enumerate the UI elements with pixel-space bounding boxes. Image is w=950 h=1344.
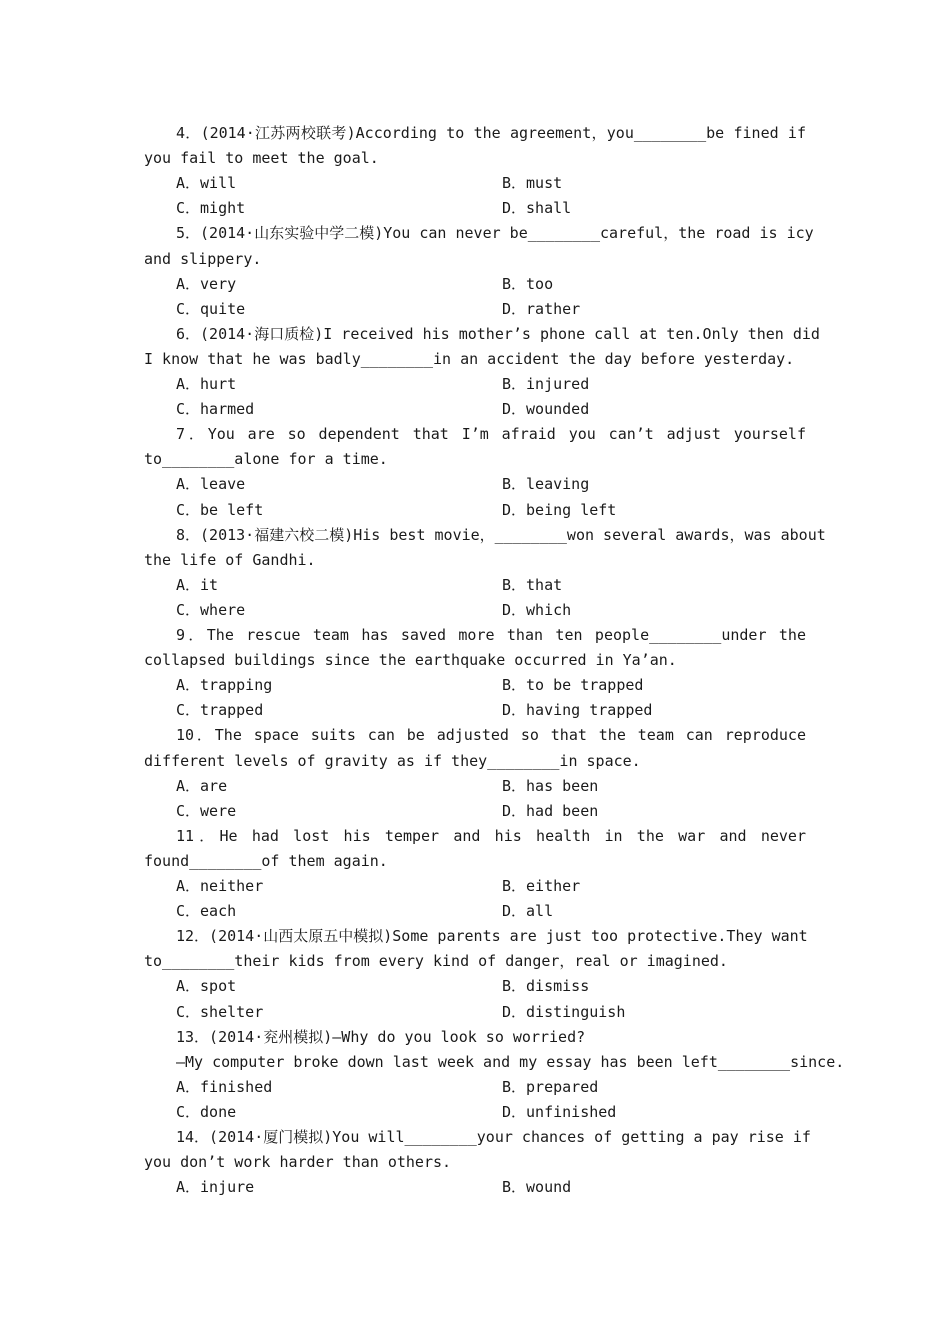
question-12-option-d[interactable]: D．distinguish [502, 1002, 626, 1021]
question-14-stem-line: you don’t work harder than others. [144, 1153, 452, 1172]
question-9-option-c[interactable]: C．trapped [176, 701, 264, 720]
question-11-option-c[interactable]: C．each [176, 902, 237, 921]
question-7-option-d[interactable]: D．being left [502, 500, 617, 519]
question-6-option-d[interactable]: D．wounded [502, 400, 590, 419]
question-14-stem-line: 14．(2014·厦门模拟)You will________your chances of getting a pay rise if [176, 1128, 811, 1146]
question-10-option-a[interactable]: A．are [176, 776, 228, 795]
question-5-stem-line: 5．(2014·山东实验中学二模)You can never be________careful，the road is icy [176, 224, 814, 243]
question-4-option-d[interactable]: D．shall [502, 199, 572, 218]
question-5-option-a[interactable]: A．very [176, 274, 237, 293]
question-6-option-a[interactable]: A．hurt [176, 375, 237, 393]
question-11-option-a[interactable]: A．neither [176, 877, 264, 895]
question-5-stem-line: and slippery. [144, 249, 262, 268]
question-7-stem-line: to________alone for a time. [144, 450, 388, 469]
question-7-option-b[interactable]: B．leaving [502, 475, 590, 494]
question-11-stem-line: 11．He had lost his temper and his health in the war and never [176, 826, 806, 845]
question-5-option-c[interactable]: C．quite [176, 299, 246, 318]
question-6-option-c[interactable]: C．harmed [176, 400, 255, 419]
question-14-option-b[interactable]: B．wound [502, 1178, 572, 1197]
question-7-stem-line: 7．You are so dependent that I’m afraid you can’t adjust yourself [176, 425, 806, 444]
question-12-option-a[interactable]: A．spot [176, 977, 237, 996]
question-10-stem-line: 10．The space suits can be adjusted so that the team can reproduce [176, 726, 806, 745]
question-4-option-b[interactable]: B．must [502, 174, 563, 193]
question-6-stem-line: 6．(2014·海口质检)I received his mother’s phone call at ten.Only then did [176, 324, 820, 343]
question-5-option-d[interactable]: D．rather [502, 299, 581, 318]
question-8-option-d[interactable]: D．which [502, 600, 572, 619]
question-12-stem-line: 12．(2014·山西太原五中模拟)Some parents are just too protective.They want [176, 927, 808, 946]
question-13-stem-line: 13．(2014·兖州模拟)—Why do you look so worried? [176, 1027, 586, 1046]
question-8-option-a[interactable]: A．it [176, 575, 219, 594]
question-13-stem-line: —My computer broke down last week and my essay has been left________since. [176, 1052, 845, 1071]
question-6-option-b[interactable]: B．injured [502, 375, 590, 393]
question-14-option-a[interactable]: A．injure [176, 1178, 255, 1197]
question-4-stem-line: 4．(2014·江苏两校联考)According to the agreement，you________be fined if [176, 124, 806, 142]
question-4-option-a[interactable]: A．will [176, 174, 237, 193]
question-12-option-b[interactable]: B．dismiss [502, 977, 590, 996]
question-8-option-b[interactable]: B．that [502, 575, 563, 594]
question-12-option-c[interactable]: C．shelter [176, 1002, 264, 1021]
question-11-option-d[interactable]: D．all [502, 902, 554, 921]
question-9-option-b[interactable]: B．to be trapped [502, 676, 644, 695]
question-9-option-a[interactable]: A．trapping [176, 676, 273, 695]
question-10-option-b[interactable]: B．has been [502, 776, 599, 795]
question-9-stem-line: 9．The rescue team has saved more than ten people________under the [176, 626, 806, 644]
question-7-option-c[interactable]: C．be left [176, 500, 264, 519]
question-8-stem-line: 8．(2013·福建六校二模)His best movie，________won several awards，was about [176, 525, 826, 544]
question-4-option-c[interactable]: C．might [176, 199, 246, 218]
question-13-option-b[interactable]: B．prepared [502, 1077, 599, 1096]
question-11-stem-line: found________of them again. [144, 851, 388, 870]
question-7-option-a[interactable]: A．leave [176, 475, 246, 494]
question-13-option-d[interactable]: D．unfinished [502, 1102, 617, 1121]
question-9-stem-line: collapsed buildings since the earthquake occurred in Ya’an. [144, 651, 677, 670]
question-10-stem-line: different levels of gravity as if they________in space. [144, 751, 641, 770]
question-10-option-c[interactable]: C．were [176, 801, 237, 820]
question-5-option-b[interactable]: B．too [502, 274, 554, 293]
question-8-option-c[interactable]: C．where [176, 600, 246, 619]
question-4-stem-line: you fail to meet the goal. [144, 149, 379, 168]
question-13-option-c[interactable]: C．done [176, 1102, 237, 1121]
question-9-option-d[interactable]: D．having trapped [502, 701, 653, 720]
question-10-option-d[interactable]: D．had been [502, 801, 599, 820]
question-8-stem-line: the life of Gandhi. [144, 550, 316, 569]
question-11-option-b[interactable]: B．either [502, 877, 581, 895]
question-12-stem-line: to________their kids from every kind of danger，real or imagined. [144, 952, 728, 971]
question-13-option-a[interactable]: A．finished [176, 1077, 273, 1096]
question-6-stem-line: I know that he was badly________in an accident the day before yesterday. [144, 349, 795, 368]
